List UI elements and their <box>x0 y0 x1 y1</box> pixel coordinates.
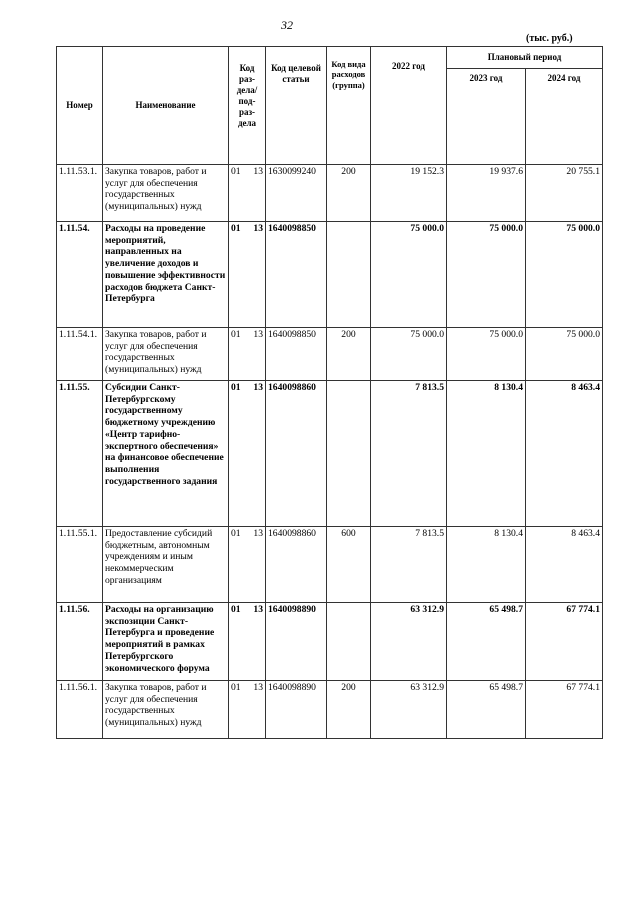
row-number: 1.11.53.1. <box>57 165 103 222</box>
row-y2024: 8 463.4 <box>526 527 603 603</box>
row-section <box>229 222 266 328</box>
table-row <box>57 527 603 603</box>
row-podrazdel: 13 <box>253 528 263 539</box>
row-podrazdel: 13 <box>253 604 263 615</box>
row-name: Предоставление субсидий бюджетным, автономным учреждениям и иным некоммерческим организациям <box>103 527 229 603</box>
row-podrazdel: 13 <box>253 682 263 693</box>
row-expense: 200 <box>327 165 371 222</box>
row-y2022: 75 000.0 <box>371 222 447 328</box>
table-row <box>57 681 603 739</box>
row-y2022: 19 152.3 <box>371 165 447 222</box>
row-razdel: 01 <box>231 166 241 177</box>
units-label: (тыс. руб.) <box>526 33 573 44</box>
row-target: 1640098860 <box>266 527 327 603</box>
row-section <box>229 328 266 381</box>
row-podrazdel: 13 <box>253 223 263 234</box>
row-number: 1.11.54. <box>57 222 103 328</box>
row-y2023: 65 498.7 <box>447 681 526 739</box>
row-podrazdel: 13 <box>253 329 263 340</box>
row-y2022: 7 813.5 <box>371 527 447 603</box>
header-expense-code: Код вида расходов (группа) <box>327 47 371 165</box>
row-razdel: 01 <box>231 223 241 234</box>
row-target: 1640098850 <box>266 222 327 328</box>
row-y2024: 67 774.1 <box>526 681 603 739</box>
table-row <box>57 222 603 328</box>
header-target-code: Код целевой статьи <box>266 47 327 165</box>
row-y2023: 75 000.0 <box>447 222 526 328</box>
row-target: 1640098890 <box>266 603 327 681</box>
row-y2024: 20 755.1 <box>526 165 603 222</box>
row-name: Закупка товаров, работ и услуг для обеспечения государственных (муниципальных) нужд <box>103 328 229 381</box>
table-row <box>57 165 603 222</box>
header-year-2022: 2022 год <box>371 47 447 165</box>
header-year-2023: 2023 год <box>447 69 526 165</box>
row-section <box>229 165 266 222</box>
row-y2023: 75 000.0 <box>447 328 526 381</box>
row-y2023: 19 937.6 <box>447 165 526 222</box>
row-number: 1.11.55. <box>57 381 103 527</box>
row-podrazdel: 13 <box>253 166 263 177</box>
row-name: Закупка товаров, работ и услуг для обеспечения государственных (муниципальных) нужд <box>103 681 229 739</box>
budget-table <box>56 46 603 739</box>
row-expense <box>327 222 371 328</box>
header-row-top <box>57 47 603 69</box>
row-razdel: 01 <box>231 382 241 393</box>
row-expense <box>327 381 371 527</box>
row-podrazdel: 13 <box>253 382 263 393</box>
row-target: 1640098890 <box>266 681 327 739</box>
row-expense <box>327 603 371 681</box>
header-year-2024: 2024 год <box>526 69 603 165</box>
row-section <box>229 603 266 681</box>
row-name: Расходы на организацию экспозиции Санкт-Петербурга и проведение мероприятий в рамках Петербургского экономического форума <box>103 603 229 681</box>
table-row <box>57 381 603 527</box>
row-target: 1640098860 <box>266 381 327 527</box>
row-razdel: 01 <box>231 528 241 539</box>
row-section <box>229 381 266 527</box>
row-y2024: 75 000.0 <box>526 328 603 381</box>
row-section <box>229 681 266 739</box>
header-name: Наименование <box>103 47 229 165</box>
row-name: Закупка товаров, работ и услуг для обеспечения государственных (муниципальных) нужд <box>103 165 229 222</box>
row-razdel: 01 <box>231 329 241 340</box>
row-y2022: 7 813.5 <box>371 381 447 527</box>
table-row <box>57 603 603 681</box>
header-planned-period: Плановый период <box>447 47 603 69</box>
row-y2024: 8 463.4 <box>526 381 603 527</box>
row-number: 1.11.54.1. <box>57 328 103 381</box>
row-expense: 600 <box>327 527 371 603</box>
row-name: Субсидии Санкт-Петербургскому государственному бюджетному учреждению «Центр тарифно-экспертного обеспечения» на финансовое обеспечение выполнения государственного задания <box>103 381 229 527</box>
row-expense: 200 <box>327 328 371 381</box>
header-number: Номер <box>57 47 103 165</box>
row-razdel: 01 <box>231 604 241 615</box>
row-y2023: 8 130.4 <box>447 381 526 527</box>
row-y2024: 67 774.1 <box>526 603 603 681</box>
row-number: 1.11.56.1. <box>57 681 103 739</box>
row-number: 1.11.56. <box>57 603 103 681</box>
row-target: 1630099240 <box>266 165 327 222</box>
row-y2022: 75 000.0 <box>371 328 447 381</box>
table-row <box>57 328 603 381</box>
header-section-code: Код раз-дела/ под-раз-дела <box>229 47 266 165</box>
row-number: 1.11.55.1. <box>57 527 103 603</box>
row-y2024: 75 000.0 <box>526 222 603 328</box>
row-target: 1640098850 <box>266 328 327 381</box>
page-number: 32 <box>281 18 293 32</box>
row-y2023: 65 498.7 <box>447 603 526 681</box>
row-y2022: 63 312.9 <box>371 681 447 739</box>
row-y2022: 63 312.9 <box>371 603 447 681</box>
row-razdel: 01 <box>231 682 241 693</box>
row-expense: 200 <box>327 681 371 739</box>
row-y2023: 8 130.4 <box>447 527 526 603</box>
row-section <box>229 527 266 603</box>
row-name: Расходы на проведение мероприятий, направленных на увеличение доходов и повышение эффективности расходов бюджета Санкт-Петербурга <box>103 222 229 328</box>
